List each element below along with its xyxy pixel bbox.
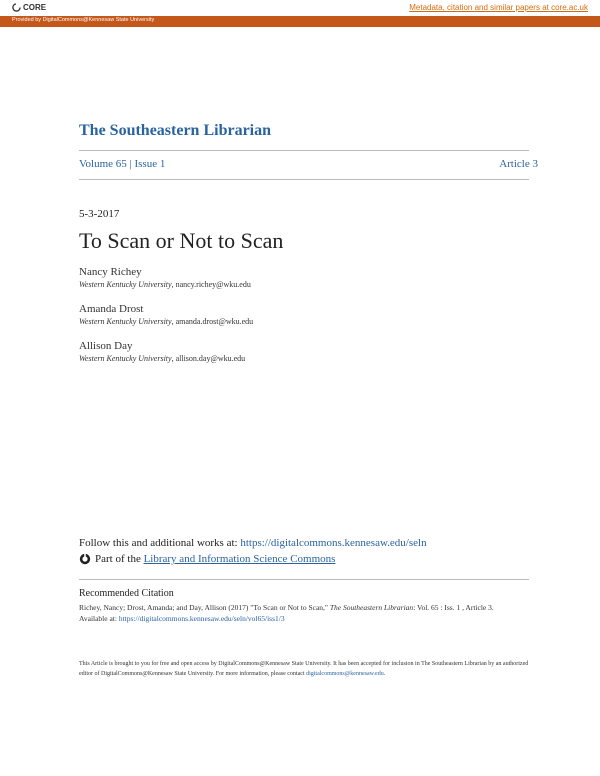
- citation-details: : Vol. 65 : Iss. 1 , Article 3.: [413, 603, 494, 612]
- provided-by-text: Provided by DigitalCommons@Kennesaw State University: [12, 17, 155, 23]
- author-affiliation: [79, 354, 245, 363]
- available-link[interactable]: https://digitalcommons.kennesaw.edu/seln/vol65/iss1/3: [118, 613, 285, 623]
- divider: [79, 579, 529, 580]
- author-affiliation: [79, 317, 253, 326]
- core-logo[interactable]: [12, 3, 46, 12]
- author-block: [79, 303, 253, 326]
- author-institution: Western Kentucky University: [79, 354, 172, 363]
- footer-text: This Article is brought to you for free and open access by DigitalCommons@Kennesaw State University. It has been accepted for inclusion in The Southeastern Librarian by an authorized editor of DigitalCommons@Kennesaw State University. For more information, please contact: [79, 661, 529, 677]
- journal-title-link[interactable]: The Southeastern Librarian: [79, 122, 272, 139]
- commons-link[interactable]: Library and Information Science Commons: [143, 553, 336, 565]
- follow-link[interactable]: https://digitalcommons.kennesaw.edu/seln: [240, 537, 427, 549]
- citation-authors: Richey, Nancy; Drost, Amanda; and Day, Allison (2017) "To Scan or Not to Scan,": [79, 603, 330, 612]
- recommended-citation-heading: Recommended Citation: [79, 588, 174, 599]
- author-block: [79, 266, 251, 289]
- divider: [79, 179, 529, 180]
- author-email: , nancy.richey@wku.edu: [171, 280, 251, 289]
- author-name: Allison Day: [79, 340, 133, 352]
- core-metadata-link[interactable]: Metadata, citation and similar papers at core.ac.uk: [409, 3, 588, 12]
- author-name: Nancy Richey: [79, 266, 142, 278]
- volume-link[interactable]: Volume 65: [79, 158, 127, 170]
- issue-link[interactable]: Issue 1: [134, 158, 166, 170]
- provided-by-bar: [0, 16, 600, 27]
- volume-issue: [79, 158, 165, 170]
- author-email: , allison.day@wku.edu: [171, 354, 246, 363]
- author-block: [79, 340, 245, 363]
- follow-text: Follow this and additional works at:: [79, 537, 241, 549]
- citation-text: [79, 603, 529, 624]
- publication-date: 5-3-2017: [79, 208, 120, 220]
- core-banner: [0, 0, 600, 16]
- core-logo-icon: [12, 3, 21, 12]
- commons-network-icon: [79, 553, 91, 565]
- author-affiliation: [79, 280, 251, 289]
- divider: [79, 150, 529, 151]
- part-of-line: [79, 553, 335, 565]
- citation-journal: The Southeastern Librarian: [329, 603, 414, 612]
- part-of-text: Part of the: [95, 553, 144, 565]
- contact-email-link[interactable]: digitalcommons@kennesaw.edu: [306, 671, 384, 677]
- article-title: To Scan or Not to Scan: [79, 228, 284, 253]
- author-institution: Western Kentucky University: [79, 280, 172, 289]
- separator: |: [126, 158, 135, 170]
- follow-line: [79, 537, 427, 549]
- author-institution: Western Kentucky University: [79, 317, 172, 326]
- article-number-link[interactable]: Article 3: [499, 158, 538, 170]
- core-label: CORE: [23, 3, 47, 12]
- footer-end: .: [383, 671, 386, 677]
- author-name: Amanda Drost: [79, 303, 144, 315]
- footer-notice: [79, 659, 529, 679]
- author-email: , amanda.drost@wku.edu: [171, 317, 254, 326]
- available-label: Available at:: [79, 613, 119, 623]
